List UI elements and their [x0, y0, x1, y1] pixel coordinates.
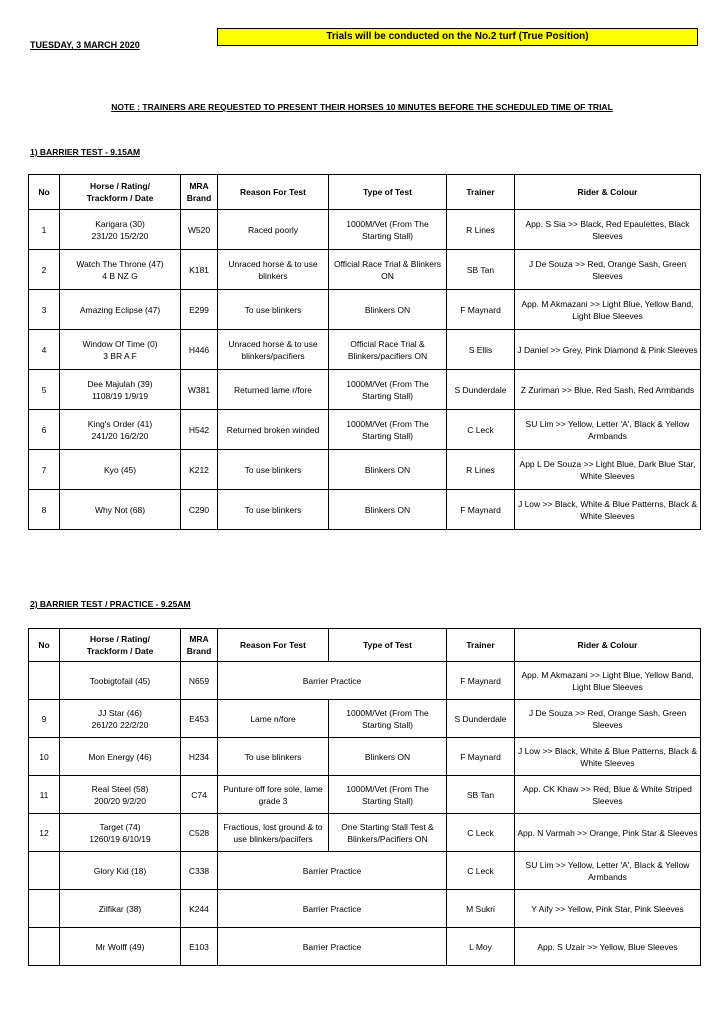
horse-name-rating: Amazing Eclipse (47) — [79, 304, 161, 315]
horse-cell — [60, 290, 181, 330]
mra-brand: H446 — [181, 330, 218, 370]
table-row — [29, 490, 701, 530]
rider-colour: J De Souza >> Red, Orange Sash, Green Sleeves — [515, 250, 701, 290]
trainer: C Leck — [447, 852, 515, 890]
trainer: C Leck — [447, 410, 515, 450]
table-row — [29, 890, 701, 928]
section1-title: 1) BARRIER TEST - 9.15AM — [30, 147, 141, 157]
table-row — [29, 250, 701, 290]
col-header-horse-line2: Trackform / Date — [86, 193, 154, 203]
row-number: 11 — [29, 776, 60, 814]
col-header-trainer: Trainer — [447, 175, 515, 210]
col-header-trainer: Trainer — [447, 629, 515, 662]
row-number: 2 — [29, 250, 60, 290]
reason-for-test: To use blinkers — [218, 450, 329, 490]
trainer: R Lines — [447, 210, 515, 250]
table-row — [29, 700, 701, 738]
col-header-horse-line1: Horse / Rating/ — [90, 181, 150, 191]
mra-brand: H234 — [181, 738, 218, 776]
type-of-test: Blinkers ON — [329, 490, 447, 530]
trainer: S Dunderdale — [447, 370, 515, 410]
table-row — [29, 290, 701, 330]
row-number: 9 — [29, 700, 60, 738]
row-number: 7 — [29, 450, 60, 490]
trainer: F Maynard — [447, 738, 515, 776]
col-header-mra-line2: Brand — [186, 193, 212, 203]
col-header-rider: Rider & Colour — [515, 629, 701, 662]
col-header-no: No — [29, 629, 60, 662]
trainer-note: NOTE : TRAINERS ARE REQUESTED TO PRESENT THEIR HORSES 10 MINUTES BEFORE THE SCHEDULED TIME OF TRIAL — [111, 102, 613, 112]
horse-name-rating: Real Steel (58) — [91, 783, 149, 794]
row-number — [29, 890, 60, 928]
reason-for-test: Lame n/fore — [218, 700, 329, 738]
section1-rows — [29, 210, 701, 530]
col-header-no: No — [29, 175, 60, 210]
horse-name-rating: Why Not (68) — [94, 504, 146, 515]
table-row — [29, 410, 701, 450]
rider-colour: J Low >> Black, White & Blue Patterns, Black & White Sleeves — [515, 738, 701, 776]
horse-cell — [60, 330, 181, 370]
row-number: 12 — [29, 814, 60, 852]
horse-name-rating: Mon Energy (46) — [88, 751, 152, 762]
row-number: 1 — [29, 210, 60, 250]
barrier-practice-cell: Barrier Practice — [218, 662, 447, 700]
rider-colour: Y Aify >> Yellow, Pink Star, Pink Sleeves — [515, 890, 701, 928]
horse-cell — [60, 738, 181, 776]
mra-brand: C74 — [181, 776, 218, 814]
horse-name-rating: Window Of Time (0) — [82, 338, 158, 349]
reason-for-test: Punture off fore sole, lame grade 3 — [218, 776, 329, 814]
type-of-test: 1000M/Vet (From The Starting Stall) — [329, 700, 447, 738]
trainer: F Maynard — [447, 662, 515, 700]
col-header-reason: Reason For Test — [218, 629, 329, 662]
mra-brand: K212 — [181, 450, 218, 490]
type-of-test: One Starting Stall Test & Blinkers/Pacifiers ON — [329, 814, 447, 852]
rider-colour: App L De Souza >> Light Blue, Dark Blue Star, White Sleeves — [515, 450, 701, 490]
reason-for-test: Raced poorly — [218, 210, 329, 250]
horse-trackform: 1108/19 1/9/19 — [91, 390, 149, 401]
col-header-mra-line2: Brand — [186, 646, 212, 656]
horse-name-rating: JJ Star (46) — [98, 707, 142, 718]
mra-brand: E103 — [181, 928, 218, 966]
rider-colour: App. CK Khaw >> Red, Blue & White Striped Sleeves — [515, 776, 701, 814]
mra-brand: K244 — [181, 890, 218, 928]
trainer: SB Tan — [447, 250, 515, 290]
type-of-test: 1000M/Vet (From The Starting Stall) — [329, 210, 447, 250]
col-header-type: Type of Test — [329, 175, 447, 210]
horse-name-rating: King's Order (41) — [87, 418, 153, 429]
type-of-test: Blinkers ON — [329, 290, 447, 330]
row-number — [29, 662, 60, 700]
type-of-test: Official Race Trial & Blinkers/pacifiers ON — [329, 330, 447, 370]
horse-cell — [60, 700, 181, 738]
rider-colour: App. M Akmazani >> Light Blue, Yellow Band, Light Blue Sleeves — [515, 290, 701, 330]
row-number: 5 — [29, 370, 60, 410]
row-number: 8 — [29, 490, 60, 530]
type-of-test: 1000M/Vet (From The Starting Stall) — [329, 776, 447, 814]
trainer: R Lines — [447, 450, 515, 490]
horse-cell — [60, 450, 181, 490]
barrier-test-table — [28, 174, 701, 530]
horse-trackform: 261/20 22/2/20 — [91, 719, 149, 730]
table-row — [29, 662, 701, 700]
horse-name-rating: Toobigtofail (45) — [89, 675, 151, 686]
table-row — [29, 776, 701, 814]
mra-brand: N659 — [181, 662, 218, 700]
turf-banner: Trials will be conducted on the No.2 turf (True Position) — [217, 28, 698, 46]
reason-for-test: Returned broken winded — [218, 410, 329, 450]
section2-title: 2) BARRIER TEST / PRACTICE - 9.25AM — [30, 599, 191, 609]
reason-for-test: To use blinkers — [218, 738, 329, 776]
horse-cell — [60, 776, 181, 814]
trainer: F Maynard — [447, 290, 515, 330]
trainer: C Leck — [447, 814, 515, 852]
table-row — [29, 814, 701, 852]
trainer: S Ellis — [447, 330, 515, 370]
mra-brand: W520 — [181, 210, 218, 250]
col-header-mra — [181, 175, 218, 210]
horse-name-rating: Zilfikar (38) — [98, 903, 142, 914]
table-row — [29, 738, 701, 776]
horse-name-rating: Watch The Throne (47) — [76, 258, 164, 269]
section2-rows — [29, 662, 701, 966]
table-row — [29, 450, 701, 490]
col-header-type: Type of Test — [329, 629, 447, 662]
trainer: SB Tan — [447, 776, 515, 814]
horse-cell — [60, 662, 181, 700]
horse-cell — [60, 928, 181, 966]
horse-name-rating: Mr Wolff (49) — [95, 941, 145, 952]
horse-name-rating: Karigara (30) — [95, 218, 145, 229]
col-header-mra — [181, 629, 218, 662]
reason-for-test: Unraced horse & to use blinkers/pacifiers — [218, 330, 329, 370]
horse-name-rating: Glory Kid (18) — [93, 865, 147, 876]
horse-trackform: 200/20 9/2/20 — [94, 795, 146, 806]
horse-trackform: 231/20 15/2/20 — [91, 230, 149, 241]
col-header-horse-line2: Trackform / Date — [86, 646, 154, 656]
type-of-test: Blinkers ON — [329, 738, 447, 776]
rider-colour: J Daniel >> Grey, Pink Diamond & Pink Sleeves — [515, 330, 701, 370]
barrier-practice-cell: Barrier Practice — [218, 852, 447, 890]
mra-brand: H542 — [181, 410, 218, 450]
barrier-practice-cell: Barrier Practice — [218, 890, 447, 928]
mra-brand: C338 — [181, 852, 218, 890]
col-header-mra-line1: MRA — [189, 181, 209, 191]
table-row — [29, 370, 701, 410]
col-header-horse — [60, 175, 181, 210]
row-number: 4 — [29, 330, 60, 370]
horse-trackform: 4 B NZ G — [102, 270, 138, 281]
table-header-row — [29, 175, 701, 210]
horse-trackform: 1260/19 6/10/19 — [89, 833, 151, 844]
table-row — [29, 928, 701, 966]
trainer: L Moy — [447, 928, 515, 966]
mra-brand: E299 — [181, 290, 218, 330]
rider-colour: J De Souza >> Red, Orange Sash, Green Sleeves — [515, 700, 701, 738]
reason-for-test: To use blinkers — [218, 490, 329, 530]
horse-trackform: 3 BR A F — [103, 350, 137, 361]
reason-for-test: To use blinkers — [218, 290, 329, 330]
type-of-test: 1000M/Vet (From The Starting Stall) — [329, 410, 447, 450]
horse-cell — [60, 250, 181, 290]
rider-colour: App. M Akmazani >> Light Blue, Yellow Band, Light Blue Sleeves — [515, 662, 701, 700]
rider-colour: App. S Uzair >> Yellow, Blue Sleeves — [515, 928, 701, 966]
rider-colour: App. N Varmah >> Orange, Pink Star & Sleeves — [515, 814, 701, 852]
horse-cell — [60, 490, 181, 530]
horse-cell — [60, 210, 181, 250]
row-number: 6 — [29, 410, 60, 450]
barrier-practice-table — [28, 628, 701, 966]
col-header-horse — [60, 629, 181, 662]
table-row — [29, 852, 701, 890]
row-number: 10 — [29, 738, 60, 776]
trainer: F Maynard — [447, 490, 515, 530]
barrier-practice-cell: Barrier Practice — [218, 928, 447, 966]
horse-cell — [60, 852, 181, 890]
mra-brand: E453 — [181, 700, 218, 738]
horse-name-rating: Target (74) — [99, 821, 141, 832]
row-number — [29, 928, 60, 966]
trainer: S Dunderdale — [447, 700, 515, 738]
rider-colour: J Low >> Black, White & Blue Patterns, Black & White Sleeves — [515, 490, 701, 530]
page-date: TUESDAY, 3 MARCH 2020 — [30, 40, 140, 50]
col-header-horse-line1: Horse / Rating/ — [90, 634, 150, 644]
row-number: 3 — [29, 290, 60, 330]
mra-brand: C290 — [181, 490, 218, 530]
col-header-mra-line1: MRA — [189, 634, 209, 644]
type-of-test: Official Race Trial & Blinkers ON — [329, 250, 447, 290]
col-header-rider: Rider & Colour — [515, 175, 701, 210]
type-of-test: Blinkers ON — [329, 450, 447, 490]
horse-trackform: 241/20 16/2/20 — [91, 430, 149, 441]
reason-for-test: Unraced horse & to use blinkers — [218, 250, 329, 290]
horse-cell — [60, 890, 181, 928]
horse-cell — [60, 410, 181, 450]
mra-brand: K181 — [181, 250, 218, 290]
col-header-reason: Reason For Test — [218, 175, 329, 210]
mra-brand: C528 — [181, 814, 218, 852]
reason-for-test: Returned lame r/fore — [218, 370, 329, 410]
rider-colour: App. S Sia >> Black, Red Epaulettes, Black Sleeves — [515, 210, 701, 250]
horse-cell — [60, 814, 181, 852]
reason-for-test: Fractious, lost ground & to use blinkers/paciifers — [218, 814, 329, 852]
horse-name-rating: Dee Majulah (39) — [87, 378, 153, 389]
horse-cell — [60, 370, 181, 410]
type-of-test: 1000M/Vet (From The Starting Stall) — [329, 370, 447, 410]
rider-colour: SU Lim >> Yellow, Letter 'A', Black & Yellow Armbands — [515, 410, 701, 450]
horse-name-rating: Kyo (45) — [103, 464, 137, 475]
table-header-row — [29, 629, 701, 662]
rider-colour: SU Lim >> Yellow, Letter 'A', Black & Yellow Armbands — [515, 852, 701, 890]
rider-colour: Z Zuriman >> Blue, Red Sash, Red Armbands — [515, 370, 701, 410]
row-number — [29, 852, 60, 890]
trainer: M Sukri — [447, 890, 515, 928]
table-row — [29, 330, 701, 370]
mra-brand: W381 — [181, 370, 218, 410]
table-row — [29, 210, 701, 250]
